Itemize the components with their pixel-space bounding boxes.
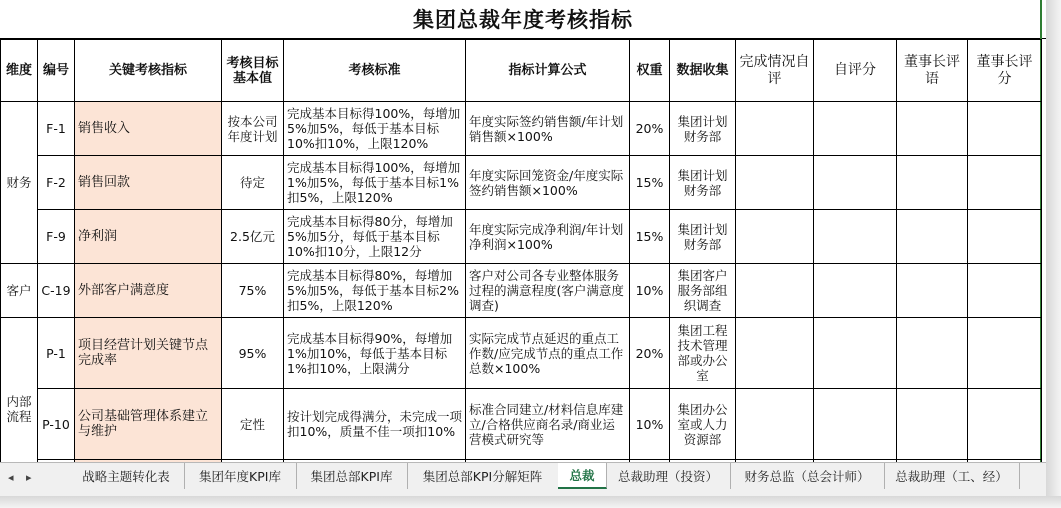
empty-cell[interactable] xyxy=(897,156,968,210)
empty-cell[interactable] xyxy=(968,156,1042,210)
base-cell[interactable]: 2.5亿元 xyxy=(222,210,284,264)
empty-cell[interactable] xyxy=(736,102,814,156)
header-self-score[interactable]: 自评分 xyxy=(814,40,897,102)
empty-cell[interactable] xyxy=(814,318,897,389)
base-cell[interactable]: 定性 xyxy=(222,389,284,460)
header-dimension[interactable]: 维度 xyxy=(1,40,38,102)
window-shadow-right xyxy=(1046,0,1061,508)
tab-president-assistant-eng[interactable]: 总裁助理（工、经） xyxy=(884,463,1020,489)
tab-finance-director[interactable]: 财务总监（总会计师） xyxy=(730,463,885,489)
tab-president-assistant-investment[interactable]: 总裁助理（投资） xyxy=(606,463,731,489)
formula-cell[interactable]: 年度实际回笼资金/年度实际签约销售额×100% xyxy=(466,156,630,210)
code-cell[interactable]: C-19 xyxy=(38,264,75,318)
empty-cell[interactable] xyxy=(814,156,897,210)
kpi-cell[interactable]: 销售收入 xyxy=(75,102,222,156)
header-kpi[interactable]: 关键考核指标 xyxy=(75,40,222,102)
empty-cell[interactable] xyxy=(736,318,814,389)
kpi-cell[interactable]: 项目经营计划关键节点完成率 xyxy=(75,318,222,389)
standard-cell[interactable]: 完成基本目标得100%，每增加5%加5%，每低于基本目标10%扣10%，上限120% xyxy=(284,102,466,156)
empty-cell[interactable] xyxy=(897,210,968,264)
kpi-cell[interactable]: 销售回款 xyxy=(75,156,222,210)
empty-cell[interactable] xyxy=(897,264,968,318)
code-cell[interactable]: F-9 xyxy=(38,210,75,264)
base-cell[interactable]: 75% xyxy=(222,264,284,318)
weight-cell[interactable]: 10% xyxy=(630,264,670,318)
sheet-title[interactable]: 集团总裁年度考核指标 xyxy=(0,0,1046,39)
table-row xyxy=(1,210,1042,264)
base-cell[interactable]: 按本公司年度计划 xyxy=(222,102,284,156)
dimension-cell[interactable]: 内部流程 xyxy=(1,318,38,463)
empty-cell[interactable] xyxy=(814,210,897,264)
empty-cell[interactable] xyxy=(814,102,897,156)
kpi-cell[interactable]: 外部客户满意度 xyxy=(75,264,222,318)
weight-cell[interactable]: 20% xyxy=(630,102,670,156)
table-row xyxy=(1,318,1042,389)
code-cell[interactable]: F-2 xyxy=(38,156,75,210)
tab-president[interactable]: 总裁 xyxy=(558,463,607,489)
kpi-table xyxy=(0,39,1042,462)
scroll-right-icon[interactable]: ▸ xyxy=(26,471,32,484)
source-cell[interactable]: 集团办公室或人力资源部 xyxy=(670,389,736,460)
weight-cell[interactable]: 10% xyxy=(630,389,670,460)
standard-cell[interactable]: 按计划完成得满分，未完成一项扣10%，质量不佳一项扣10% xyxy=(284,389,466,460)
weight-cell[interactable]: 20% xyxy=(630,318,670,389)
standard-cell[interactable]: 完成基本目标得100%，每增加1%加5%，每低于基本目标1%扣5%，上限120% xyxy=(284,156,466,210)
weight-cell[interactable]: 15% xyxy=(630,156,670,210)
empty-cell[interactable] xyxy=(736,156,814,210)
code-cell[interactable]: P-10 xyxy=(38,389,75,460)
standard-cell[interactable]: 完成基本目标得80%，每增加5%加5%，每低于基本目标2%扣5%，上限120% xyxy=(284,264,466,318)
formula-cell[interactable]: 年度实际完成净利润/年计划净利润×100% xyxy=(466,210,630,264)
empty-cell[interactable] xyxy=(968,210,1042,264)
header-data-source[interactable]: 数据收集 xyxy=(670,40,736,102)
formula-cell[interactable]: 标准合同建立/材料信息库建立/合格供应商名录/商业运营模式研究等 xyxy=(466,389,630,460)
empty-cell[interactable] xyxy=(897,389,968,460)
empty-cell[interactable] xyxy=(814,264,897,318)
source-cell[interactable]: 集团计划财务部 xyxy=(670,156,736,210)
standard-cell[interactable]: 完成基本目标得90%，每增加1%加10%，每低于基本目标1%扣10%，上限满分 xyxy=(284,318,466,389)
standard-cell[interactable]: 完成基本目标得80分，每增加5%加5分，每低于基本目标10%扣10分，上限12分 xyxy=(284,210,466,264)
weight-cell[interactable]: 15% xyxy=(630,210,670,264)
table-row xyxy=(1,389,1042,460)
empty-cell[interactable] xyxy=(968,264,1042,318)
table-row xyxy=(1,156,1042,210)
tab-hq-kpi[interactable]: 集团总部KPI库 xyxy=(296,463,408,489)
source-cell[interactable]: 集团工程技术管理部或办公室 xyxy=(670,318,736,389)
header-chairman-comment[interactable]: 董事长评语 xyxy=(897,40,968,102)
empty-cell[interactable] xyxy=(897,102,968,156)
empty-cell[interactable] xyxy=(897,318,968,389)
header-standard[interactable]: 考核标准 xyxy=(284,40,466,102)
formula-cell[interactable]: 实际完成节点延迟的重点工作数/应完成节点的重点工作总数×100% xyxy=(466,318,630,389)
dimension-cell[interactable]: 财务 xyxy=(1,102,38,264)
kpi-cell[interactable]: 净利润 xyxy=(75,210,222,264)
formula-cell[interactable]: 客户对公司各专业整体服务过程的满意程度(客户满意度调查) xyxy=(466,264,630,318)
source-cell[interactable]: 集团客户服务部组织调查 xyxy=(670,264,736,318)
header-weight[interactable]: 权重 xyxy=(630,40,670,102)
tab-hq-kpi-matrix[interactable]: 集团总部KPI分解矩阵 xyxy=(407,463,559,489)
empty-cell[interactable] xyxy=(814,389,897,460)
empty-cell[interactable] xyxy=(968,389,1042,460)
empty-cell[interactable] xyxy=(736,264,814,318)
sheet-tab-bar xyxy=(0,462,1046,497)
code-cell[interactable]: F-1 xyxy=(38,102,75,156)
header-formula[interactable]: 指标计算公式 xyxy=(466,40,630,102)
kpi-cell[interactable]: 公司基础管理体系建立与维护 xyxy=(75,389,222,460)
source-cell[interactable]: 集团计划财务部 xyxy=(670,102,736,156)
header-code[interactable]: 编号 xyxy=(38,40,75,102)
header-completion-self[interactable]: 完成情况自评 xyxy=(736,40,814,102)
base-cell[interactable]: 待定 xyxy=(222,156,284,210)
source-cell[interactable]: 集团计划财务部 xyxy=(670,210,736,264)
base-cell[interactable]: 95% xyxy=(222,318,284,389)
empty-cell[interactable] xyxy=(968,318,1042,389)
scroll-left-icon[interactable]: ◂ xyxy=(8,471,14,484)
formula-cell[interactable]: 年度实际签约销售额/年计划销售额×100% xyxy=(466,102,630,156)
code-cell[interactable]: P-1 xyxy=(38,318,75,389)
window-shadow-bottom xyxy=(0,496,1061,508)
tab-group-annual-kpi[interactable]: 集团年度KPI库 xyxy=(184,463,297,489)
table-row xyxy=(1,102,1042,156)
header-base-value[interactable]: 考核目标基本值 xyxy=(222,40,284,102)
table-row xyxy=(1,264,1042,318)
dimension-cell[interactable]: 客户 xyxy=(1,264,38,318)
empty-cell[interactable] xyxy=(736,210,814,264)
empty-cell[interactable] xyxy=(968,102,1042,156)
header-chairman-score[interactable]: 董事长评分 xyxy=(968,40,1042,102)
header-row xyxy=(1,40,1042,102)
tab-strategy-theme[interactable]: 战略主题转化表 xyxy=(68,463,185,489)
empty-cell[interactable] xyxy=(736,389,814,460)
